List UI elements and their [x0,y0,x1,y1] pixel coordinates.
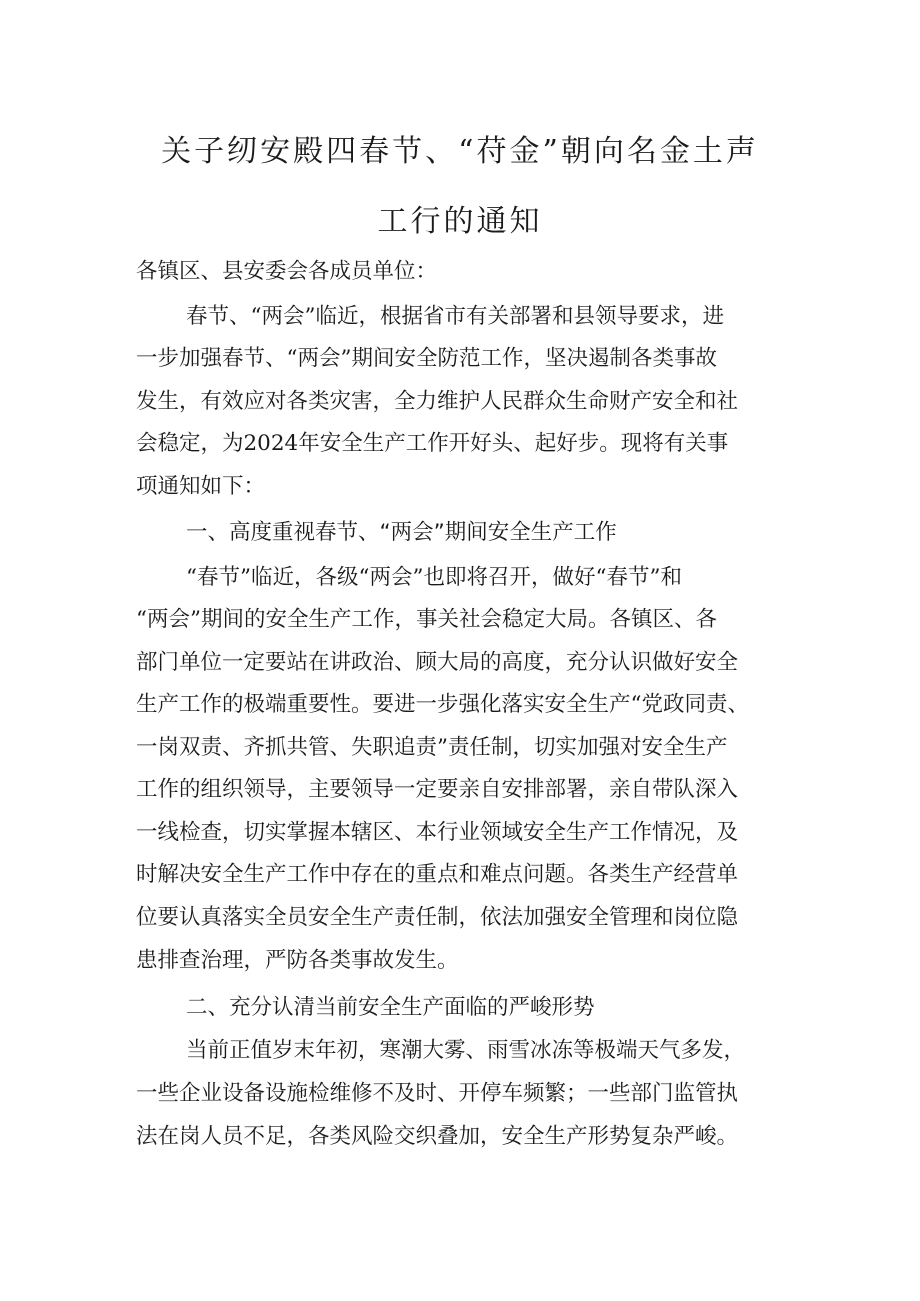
section-1-line: 患排查治理，严防各类事故发生。 [136,948,459,973]
document-title-line-1: 关子纫安殿四春节、“苻金”朝向名金土声 [161,134,759,169]
section-1-line: 位要认真落实全员安全生产责任制，依法加强安全管理和岗位隐 [136,905,739,930]
intro-line: 发生，有效应对各类灾害，全力维护人民群众生命财产安全和社 [136,389,739,414]
intro-line: 项通知如下： [136,474,266,499]
section-1-line: 一岗双责、齐抓共管、失职追责”责任制，切实加强对安全生产 [136,735,728,760]
section-2-line: 一些企业设备设施检维修不及时、开停车频繁；一些部门监管执 [136,1081,739,1106]
intro-line: 一步加强春节、“两会”期间安全防范工作，坚决遏制各类事故 [136,346,717,371]
section-1-line: 生产工作的极端重要性。要进一步强化落实安全生产“党政同责、 [136,692,749,717]
section-2-line: 当前正值岁末年初，寒潮大雾、雨雪冰冻等极端天气多发， [186,1038,746,1063]
section-1-line: 时解决安全生产工作中存在的重点和难点问题。各类生产经营单 [136,862,739,887]
intro-line: 春节、“两会”临近，根据省市有关部署和县领导要求，进 [186,304,724,329]
section-1-line: “春节”临近，各级“两会”也即将召开，做好“春节”和 [186,565,682,590]
section-2-heading: 二、充分认清当前安全生产面临的严峻形势 [186,995,595,1020]
salutation: 各镇区、县安委会各成员单位： [136,259,438,284]
section-2-line: 法在岗人员不足，各类风险交织叠加，安全生产形势复杂严峻。 [136,1124,739,1149]
document-title-line-2: 工行的通知 [377,204,543,239]
section-1-line: 部门单位一定要站在讲政治、顾大局的高度，充分认识做好安全 [136,650,739,675]
section-1-heading: 一、高度重视春节、“两会”期间安全生产工作 [186,520,617,545]
section-1-line: “两会”期间的安全生产工作，事关社会稳定大局。各镇区、各 [136,607,717,632]
intro-line: 会稳定，为2024年安全生产工作开好头、起好步。现将有关事 [136,431,729,456]
section-1-line: 工作的组织领导，主要领导一定要亲自安排部署，亲自带队深入 [136,777,739,802]
section-1-line: 一线检查，切实掌握本辖区、本行业领域安全生产工作情况，及 [136,820,739,845]
